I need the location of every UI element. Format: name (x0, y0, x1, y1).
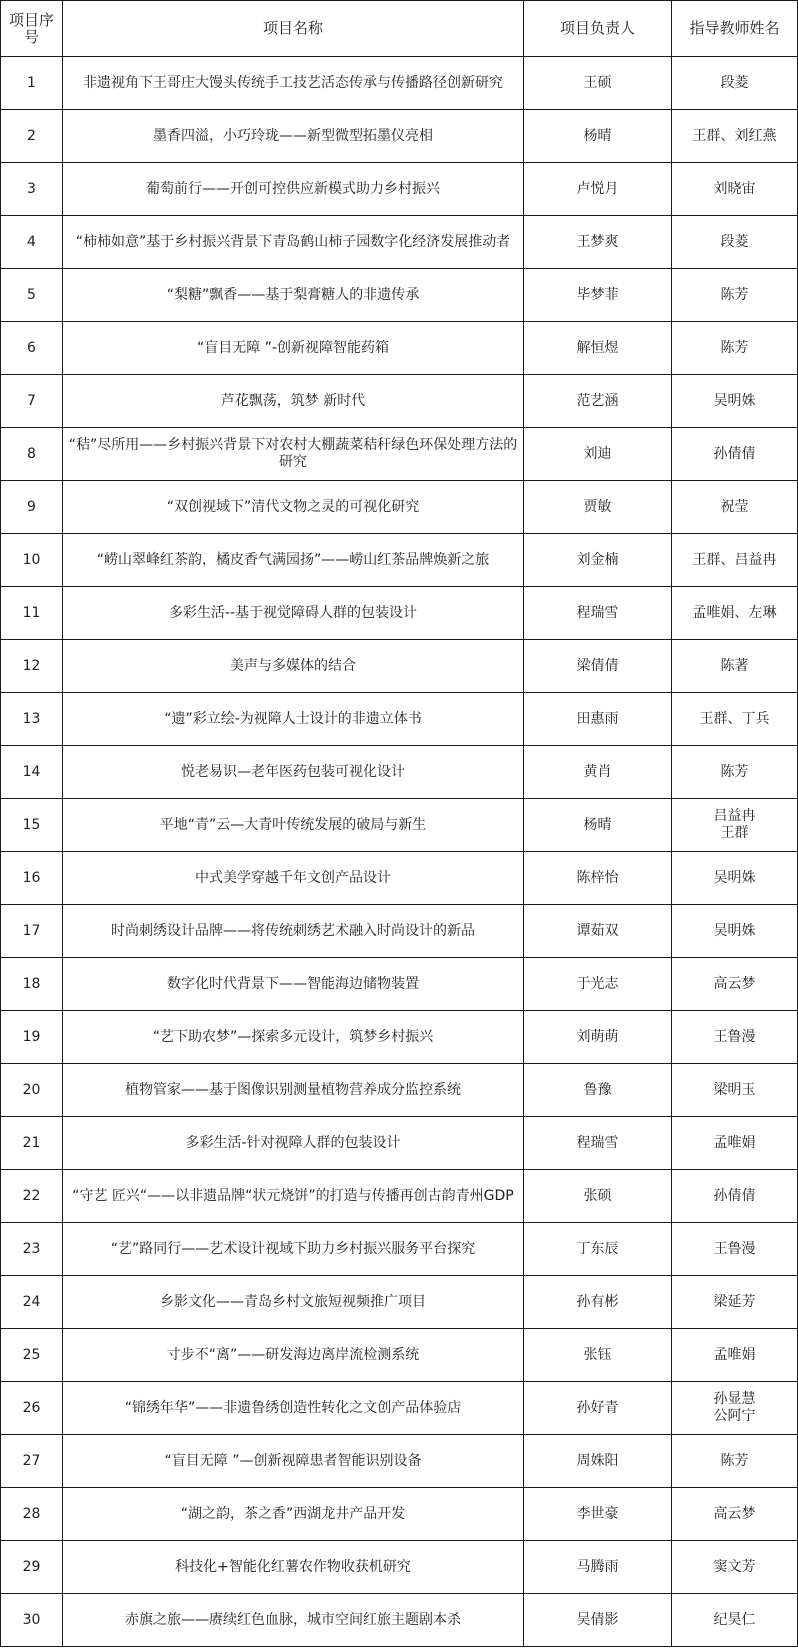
cell-project-name: 赤旗之旅——赓续红色血脉，城市空间红旅主题剧本杀 (63, 1594, 524, 1647)
cell-leader: 杨晴 (524, 110, 672, 163)
cell-project-name: 中式美学穿越千年文创产品设计 (63, 852, 524, 905)
cell-index: 11 (1, 587, 63, 640)
cell-advisor: 纪昊仁 (672, 1594, 798, 1647)
cell-leader: 周姝阳 (524, 1435, 672, 1488)
cell-index: 23 (1, 1223, 63, 1276)
table-row (1, 481, 798, 534)
cell-leader: 孙好青 (524, 1382, 672, 1435)
cell-advisor: 孙显慧 公阿宁 (672, 1382, 798, 1435)
table-row (1, 375, 798, 428)
cell-advisor: 王群、吕益冉 (672, 534, 798, 587)
cell-project-name: “柿柿如意”基于乡村振兴背景下青岛鹤山柿子园数字化经济发展推动者 (63, 216, 524, 269)
header-row (1, 1, 798, 57)
cell-index: 1 (1, 57, 63, 110)
table-row (1, 534, 798, 587)
cell-project-name: 多彩生活-针对视障人群的包装设计 (63, 1117, 524, 1170)
cell-leader: 李世豪 (524, 1488, 672, 1541)
cell-index: 9 (1, 481, 63, 534)
cell-advisor: 刘晓宙 (672, 163, 798, 216)
cell-project-name: 美声与多媒体的结合 (63, 640, 524, 693)
cell-project-name: 乡影文化——青岛乡村文旅短视频推广项目 (63, 1276, 524, 1329)
cell-index: 19 (1, 1011, 63, 1064)
cell-index: 15 (1, 799, 63, 852)
cell-project-name: 墨香四溢，小巧玲珑——新型微型拓墨仪亮相 (63, 110, 524, 163)
cell-project-name: 数字化时代背景下——智能海边储物装置 (63, 958, 524, 1011)
cell-advisor: 窦文芳 (672, 1541, 798, 1594)
cell-index: 20 (1, 1064, 63, 1117)
cell-index: 24 (1, 1276, 63, 1329)
table-row (1, 269, 798, 322)
table-row (1, 1594, 798, 1647)
table-row (1, 693, 798, 746)
cell-project-name: 平地“青”云—大青叶传统发展的破局与新生 (63, 799, 524, 852)
cell-leader: 陈梓怡 (524, 852, 672, 905)
cell-index: 3 (1, 163, 63, 216)
table-row (1, 1276, 798, 1329)
table-row (1, 1011, 798, 1064)
cell-index: 28 (1, 1488, 63, 1541)
table-row (1, 1488, 798, 1541)
cell-project-name: “崂山翠峰红茶韵，橘皮香气满园扬”——崂山红茶品牌焕新之旅 (63, 534, 524, 587)
table-row (1, 216, 798, 269)
table-row (1, 746, 798, 799)
cell-advisor: 陈芳 (672, 322, 798, 375)
cell-leader: 孙有彬 (524, 1276, 672, 1329)
cell-index: 4 (1, 216, 63, 269)
table-row (1, 110, 798, 163)
cell-advisor: 孙倩倩 (672, 1170, 798, 1223)
cell-index: 26 (1, 1382, 63, 1435)
cell-advisor: 王群、刘红燕 (672, 110, 798, 163)
cell-advisor: 陈芳 (672, 269, 798, 322)
cell-leader: 程瑞雪 (524, 587, 672, 640)
cell-project-name: “盲目无障 ”—创新视障患者智能识别设备 (63, 1435, 524, 1488)
table-row (1, 1223, 798, 1276)
table-row (1, 905, 798, 958)
cell-index: 13 (1, 693, 63, 746)
header-advisor: 指导教师姓名 (672, 1, 798, 57)
cell-advisor: 王鲁漫 (672, 1223, 798, 1276)
cell-index: 30 (1, 1594, 63, 1647)
cell-advisor: 梁明玉 (672, 1064, 798, 1117)
cell-project-name: 时尚刺绣设计品牌——将传统刺绣艺术融入时尚设计的新品 (63, 905, 524, 958)
cell-leader: 张硕 (524, 1170, 672, 1223)
table-row (1, 57, 798, 110)
cell-index: 5 (1, 269, 63, 322)
cell-index: 17 (1, 905, 63, 958)
header-index: 项目序号 (1, 1, 63, 57)
cell-leader: 解恒煜 (524, 322, 672, 375)
cell-leader: 刘迪 (524, 428, 672, 481)
cell-leader: 黄肖 (524, 746, 672, 799)
table-row (1, 852, 798, 905)
cell-advisor: 高云梦 (672, 1488, 798, 1541)
cell-leader: 王梦爽 (524, 216, 672, 269)
header-leader: 项目负责人 (524, 1, 672, 57)
cell-project-name: 非遗视角下王哥庄大馒头传统手工技艺活态传承与传播路径创新研究 (63, 57, 524, 110)
cell-advisor: 陈芳 (672, 746, 798, 799)
cell-project-name: “双创视域下”清代文物之灵的可视化研究 (63, 481, 524, 534)
cell-index: 6 (1, 322, 63, 375)
cell-leader: 毕梦菲 (524, 269, 672, 322)
table-row (1, 1541, 798, 1594)
cell-advisor: 吴明姝 (672, 905, 798, 958)
table-row (1, 322, 798, 375)
table-row (1, 1435, 798, 1488)
cell-advisor: 吕益冉 王群 (672, 799, 798, 852)
cell-project-name: 寸步不“离”——研发海边离岸流检测系统 (63, 1329, 524, 1382)
cell-leader: 杨晴 (524, 799, 672, 852)
cell-leader: 于光志 (524, 958, 672, 1011)
table-row (1, 958, 798, 1011)
cell-advisor: 祝莹 (672, 481, 798, 534)
cell-index: 14 (1, 746, 63, 799)
cell-index: 10 (1, 534, 63, 587)
cell-index: 2 (1, 110, 63, 163)
cell-project-name: “锦绣年华”——非遗鲁绣创造性转化之文创产品体验店 (63, 1382, 524, 1435)
cell-index: 7 (1, 375, 63, 428)
cell-project-name: 悦老易识—老年医药包装可视化设计 (63, 746, 524, 799)
cell-index: 25 (1, 1329, 63, 1382)
cell-index: 22 (1, 1170, 63, 1223)
cell-advisor: 孙倩倩 (672, 428, 798, 481)
cell-advisor: 陈芳 (672, 1435, 798, 1488)
cell-advisor: 段菱 (672, 216, 798, 269)
cell-project-name: “守艺 匠兴“——以非遗品牌“状元烧饼”的打造与传播再创古韵青州GDP (63, 1170, 524, 1223)
cell-leader: 田惠雨 (524, 693, 672, 746)
table-row (1, 587, 798, 640)
table-row (1, 1170, 798, 1223)
cell-leader: 刘金楠 (524, 534, 672, 587)
header-project-name: 项目名称 (63, 1, 524, 57)
cell-project-name: 植物管家——基于图像识别测量植物营养成分监控系统 (63, 1064, 524, 1117)
table-row (1, 1382, 798, 1435)
table-row (1, 1064, 798, 1117)
table-row (1, 640, 798, 693)
cell-leader: 刘萌萌 (524, 1011, 672, 1064)
cell-leader: 梁倩倩 (524, 640, 672, 693)
cell-advisor: 吴明姝 (672, 375, 798, 428)
cell-project-name: “湖之韵，茶之香”西湖龙井产品开发 (63, 1488, 524, 1541)
cell-project-name: “梨糖”飘香——基于梨膏糖人的非遗传承 (63, 269, 524, 322)
cell-project-name: “艺”路同行——艺术设计视域下助力乡村振兴服务平台探究 (63, 1223, 524, 1276)
cell-project-name: 多彩生活--基于视觉障碍人群的包装设计 (63, 587, 524, 640)
cell-project-name: “秸”尽所用——乡村振兴背景下对农村大棚蔬菜秸秆绿色环保处理方法的研究 (63, 428, 524, 481)
cell-leader: 王硕 (524, 57, 672, 110)
table-row (1, 428, 798, 481)
cell-advisor: 高云梦 (672, 958, 798, 1011)
table-row (1, 1329, 798, 1382)
cell-advisor: 孟唯娟、左琳 (672, 587, 798, 640)
cell-project-name: 葡萄前行——开创可控供应新模式助力乡村振兴 (63, 163, 524, 216)
cell-advisor: 孟唯娟 (672, 1117, 798, 1170)
cell-advisor: 吴明姝 (672, 852, 798, 905)
cell-leader: 吴倩影 (524, 1594, 672, 1647)
cell-project-name: 科技化+智能化红薯农作物收获机研究 (63, 1541, 524, 1594)
cell-project-name: “盲目无障 ”-创新视障智能药箱 (63, 322, 524, 375)
table-row (1, 799, 798, 852)
cell-leader: 鲁豫 (524, 1064, 672, 1117)
cell-index: 21 (1, 1117, 63, 1170)
cell-index: 27 (1, 1435, 63, 1488)
cell-index: 29 (1, 1541, 63, 1594)
cell-advisor: 段菱 (672, 57, 798, 110)
cell-leader: 程瑞雪 (524, 1117, 672, 1170)
cell-advisor: 孟唯娟 (672, 1329, 798, 1382)
cell-advisor: 王群、丁兵 (672, 693, 798, 746)
cell-leader: 张钰 (524, 1329, 672, 1382)
cell-project-name: 芦花飘荡，筑梦 新时代 (63, 375, 524, 428)
cell-advisor: 陈著 (672, 640, 798, 693)
cell-index: 12 (1, 640, 63, 693)
cell-leader: 马腾雨 (524, 1541, 672, 1594)
table-row (1, 1117, 798, 1170)
table-body (1, 57, 798, 1647)
cell-leader: 丁东辰 (524, 1223, 672, 1276)
cell-leader: 谭茹双 (524, 905, 672, 958)
cell-project-name: “艺下助农梦”—探索多元设计，筑梦乡村振兴 (63, 1011, 524, 1064)
cell-index: 18 (1, 958, 63, 1011)
cell-advisor: 梁延芳 (672, 1276, 798, 1329)
cell-index: 8 (1, 428, 63, 481)
cell-leader: 贾敏 (524, 481, 672, 534)
cell-project-name: “遗”彩立绘-为视障人士设计的非遗立体书 (63, 693, 524, 746)
table-row (1, 163, 798, 216)
cell-advisor: 王鲁漫 (672, 1011, 798, 1064)
cell-index: 16 (1, 852, 63, 905)
cell-leader: 卢悦月 (524, 163, 672, 216)
cell-leader: 范艺涵 (524, 375, 672, 428)
